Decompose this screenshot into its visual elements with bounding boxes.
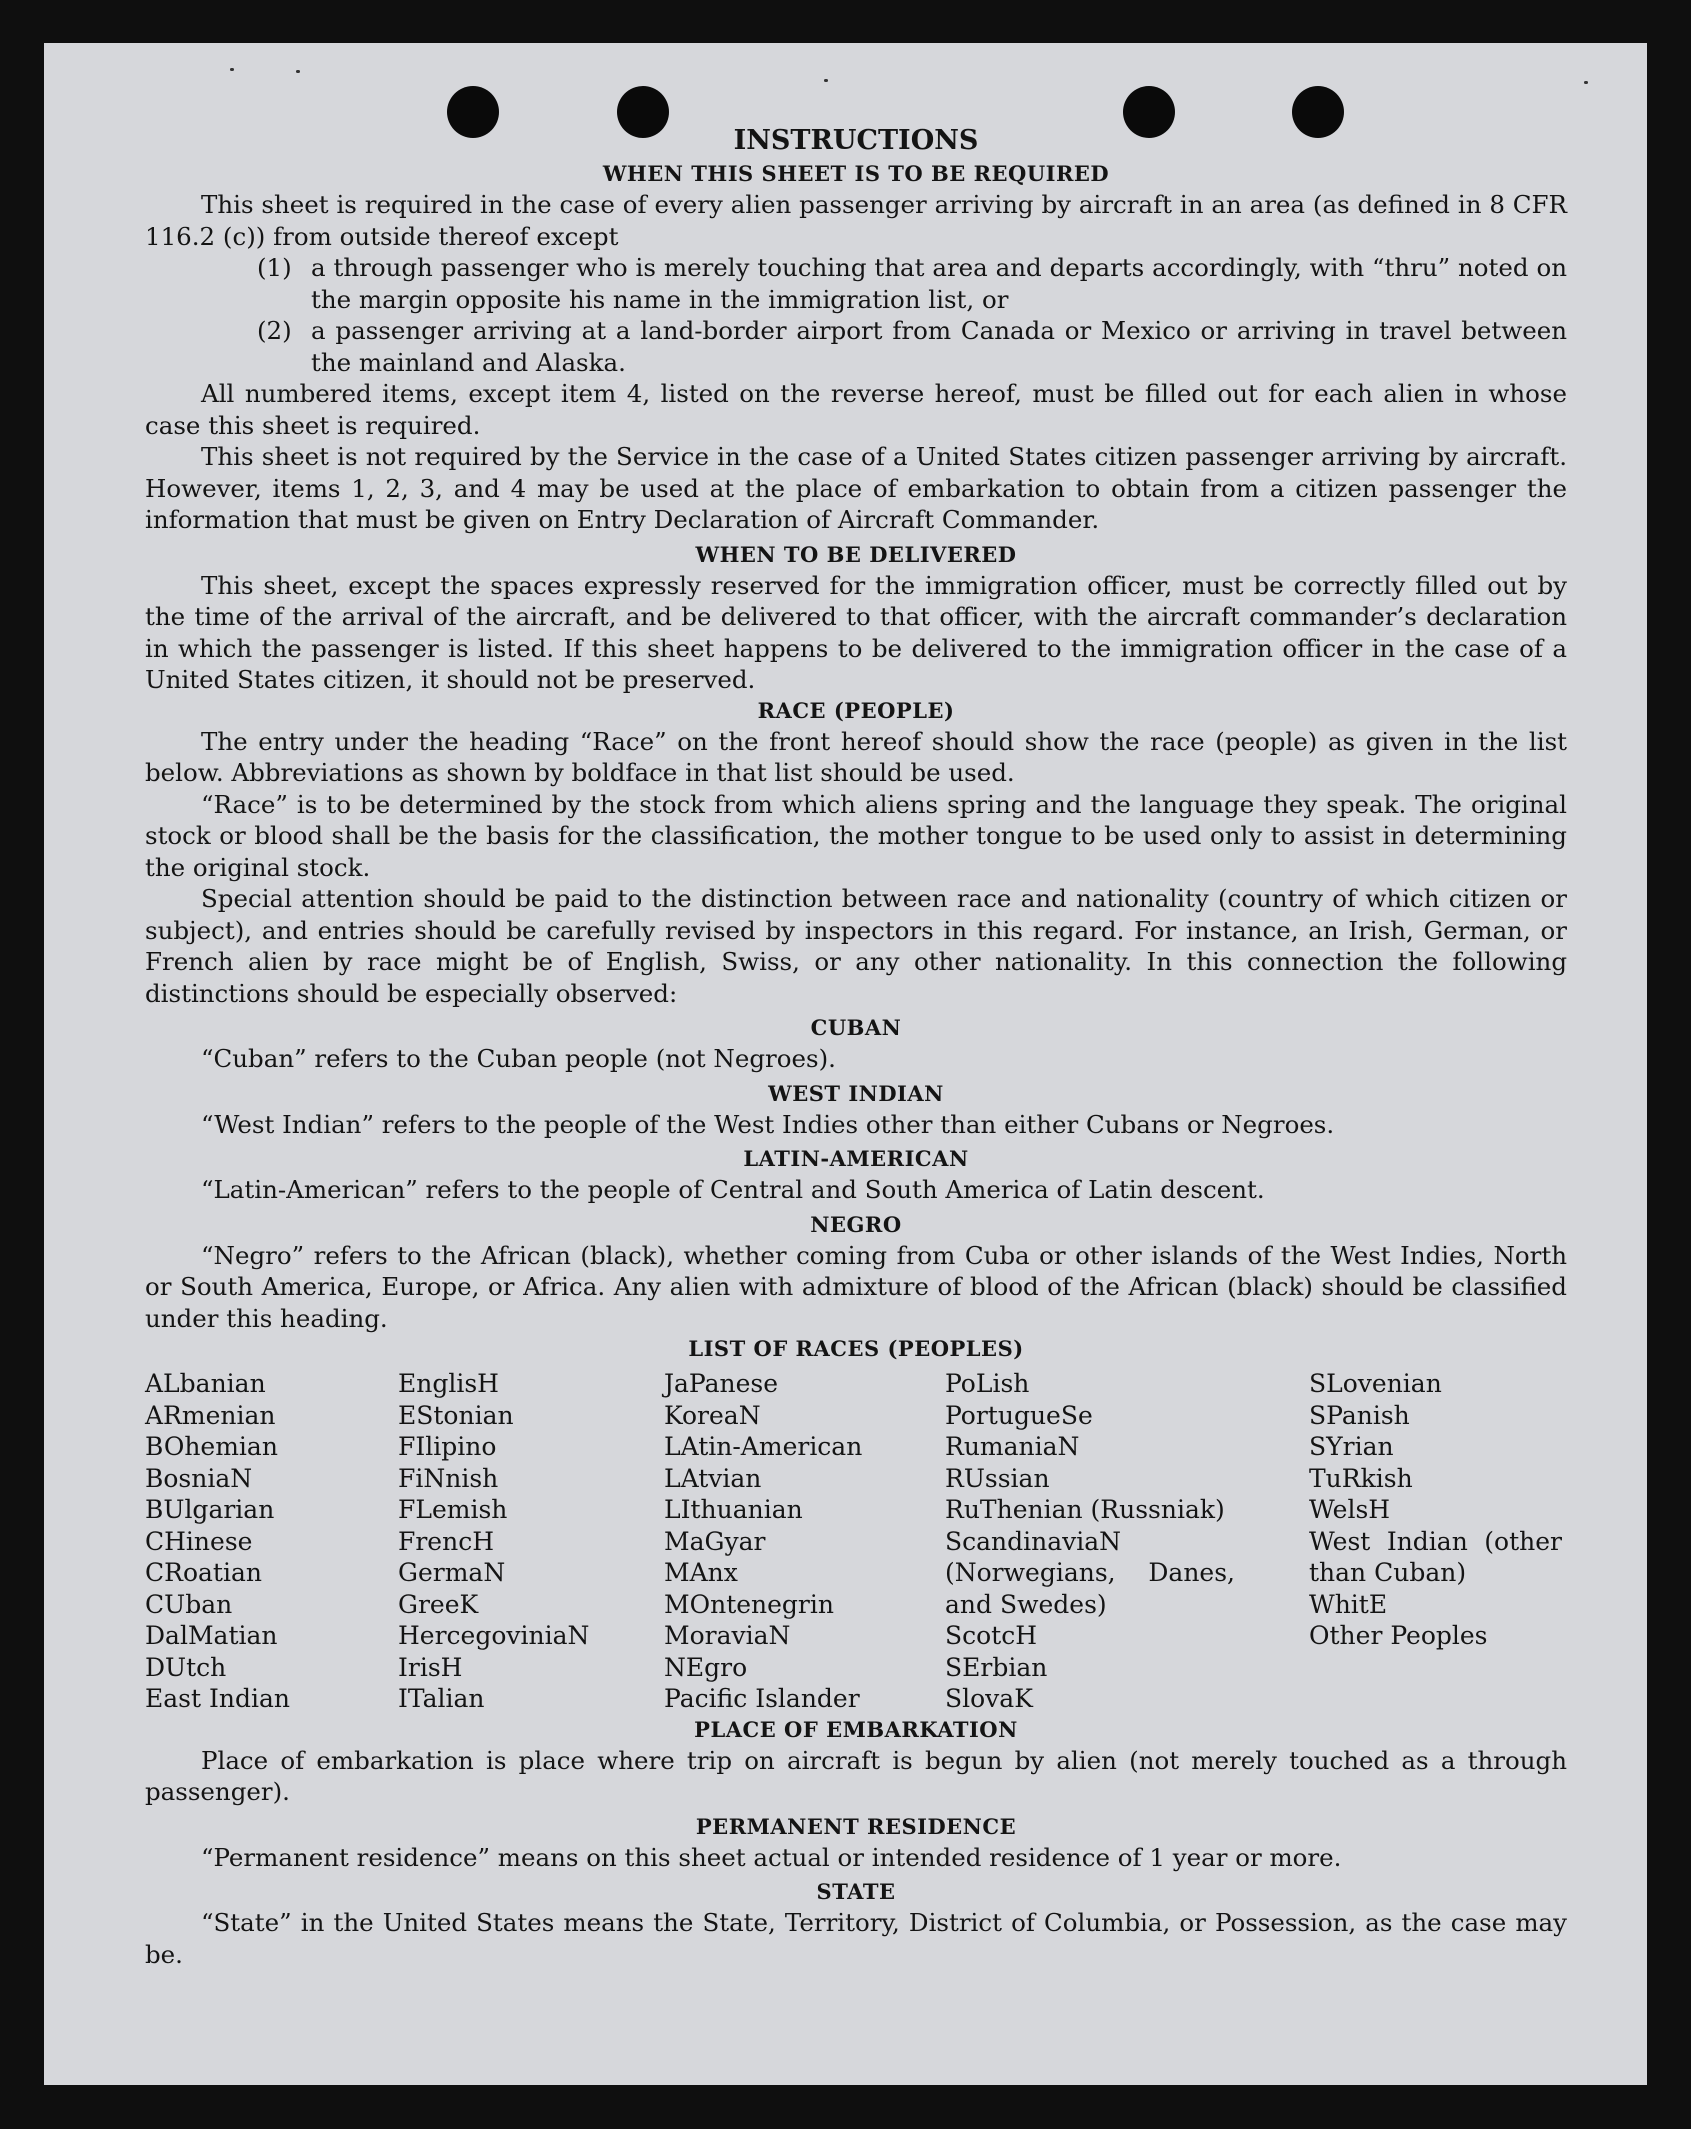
race-entry: FrencH bbox=[398, 1526, 494, 1556]
race-entry: PoLish bbox=[945, 1369, 1030, 1398]
paragraph: This sheet is required in the case of every alien passenger arriving by aircraft in an area (as defined in 8 CFR 116.2 (c)) from outside thereof except bbox=[145, 190, 1567, 251]
race-entry: RumaniaN bbox=[945, 1432, 1080, 1461]
paragraph: “West Indian” refers to the people of the West Indies other than either Cubans or Negroes. bbox=[201, 1109, 1335, 1139]
item-text: a through passenger who is merely touching that area and departs accordingly, with “thru” noted on the margin opposite his name in the immigration list, or bbox=[311, 253, 1567, 314]
item-text: a passenger arriving at a land-border airport from Canada or Mexico or arriving in travel between the mainland and Alaska. bbox=[311, 316, 1567, 377]
race-entry: HercegoviniaN bbox=[398, 1621, 590, 1650]
race-entry: East Indian bbox=[145, 1684, 290, 1713]
race-entry: SLovenian bbox=[1309, 1369, 1442, 1398]
race-entry: EnglisH bbox=[398, 1369, 499, 1398]
race-entry: DUtch bbox=[145, 1652, 227, 1682]
paragraph: Place of embarkation is place where trip on aircraft is begun by alien (not merely touched as a through passenger). bbox=[145, 1745, 1567, 1806]
races-column bbox=[145, 1368, 398, 1715]
scan-speck bbox=[230, 68, 234, 71]
race-entry: KoreaN bbox=[664, 1400, 761, 1430]
race-entry: CRoatian bbox=[145, 1558, 262, 1587]
race-entry: BosniaN bbox=[145, 1463, 253, 1493]
paragraph: “Negro” refers to the African (black), whether coming from Cuba or other islands of the West Indies, North or South America, Europe, or Africa. Any alien with admixture of blood of the African (black) should be classified under this heading. bbox=[145, 1240, 1567, 1333]
heading-state: STATE bbox=[816, 1879, 896, 1904]
race-entry: SPanish bbox=[1309, 1400, 1410, 1430]
paragraph: “Race” is to be determined by the stock from which aliens spring and the language they speak. The original stock or blood shall be the basis for the classification, the mother tongue to be used only to assist in determining the original stock. bbox=[145, 789, 1567, 882]
race-entry: RUssian bbox=[945, 1463, 1050, 1493]
heading-list-of-races: LIST OF RACES (PEOPLES) bbox=[688, 1336, 1024, 1361]
race-entry: ARmenian bbox=[145, 1400, 276, 1430]
scan-speck bbox=[1584, 81, 1588, 84]
heading-latin-american: LATIN-AMERICAN bbox=[743, 1146, 969, 1171]
race-entry: ITalian bbox=[398, 1684, 485, 1713]
paragraph: This sheet is not required by the Service in the case of a United States citizen passenger arriving by aircraft. However, items 1, 2, 3, and 4 may be used at the place of embarkation to obtain from a citizen passenger the information that must be given on Entry Declaration of Aircraft Commander. bbox=[145, 442, 1567, 534]
race-entry: SErbian bbox=[945, 1652, 1048, 1682]
race-entry: LAtin-American bbox=[664, 1432, 863, 1461]
race-entry: BOhemian bbox=[145, 1432, 278, 1461]
document-page bbox=[44, 43, 1647, 2085]
heading-negro: NEGRO bbox=[810, 1211, 902, 1237]
race-entry: MoraviaN bbox=[664, 1621, 791, 1650]
race-entry: Pacific Islander bbox=[664, 1684, 860, 1713]
race-entry: NEgro bbox=[664, 1652, 748, 1682]
race-entry: FiNnish bbox=[398, 1463, 499, 1493]
paragraph: “State” in the United States means the State, Territory, District of Columbia, or Possession, as the case may be. bbox=[145, 1908, 1567, 1969]
races-column bbox=[945, 1368, 1309, 1715]
instructions-text bbox=[145, 123, 1567, 1970]
race-entry: SlovaK bbox=[945, 1684, 1033, 1713]
race-entry: Other Peoples bbox=[1309, 1621, 1488, 1650]
paragraph: This sheet, except the spaces expressly reserved for the immigration officer, must be correctly filled out by the time of the arrival of the aircraft, and be delivered to that officer, with the aircraft commander’s declaration in which the passenger is listed. If this sheet happens to be delivered to the immigration officer in the case of a United States citizen, it should not be preserved. bbox=[145, 570, 1567, 694]
scan-speck bbox=[824, 79, 828, 82]
race-entry: BUlgarian bbox=[145, 1495, 275, 1524]
race-entry: FIlipino bbox=[398, 1432, 497, 1461]
race-entry: PortugueSe bbox=[945, 1400, 1093, 1430]
paragraph: All numbered items, except item 4, listed on the reverse hereof, must be filled out for each alien in whose case this sheet is required. bbox=[145, 379, 1567, 440]
exception-item bbox=[145, 252, 1567, 315]
race-entry: DalMatian bbox=[145, 1621, 278, 1650]
heading-cuban: CUBAN bbox=[810, 1015, 902, 1040]
race-entry: WelsH bbox=[1309, 1495, 1391, 1524]
race-entry: MOntenegrin bbox=[664, 1589, 834, 1619]
races-column bbox=[1309, 1368, 1567, 1715]
race-entry: CUban bbox=[145, 1589, 233, 1619]
heading-race: RACE (PEOPLE) bbox=[757, 697, 955, 723]
item-number: (2) bbox=[257, 316, 292, 345]
race-entry: LAtvian bbox=[664, 1463, 762, 1493]
race-entry: ScandinaviaN (Norwegians, Danes, and Swedes) bbox=[945, 1526, 1235, 1619]
race-entry: GermaN bbox=[398, 1558, 506, 1587]
heading-when-delivered: WHEN TO BE DELIVERED bbox=[695, 541, 1017, 567]
races-list bbox=[145, 1368, 1567, 1715]
race-entry: ScotcH bbox=[945, 1621, 1038, 1650]
exception-item bbox=[145, 315, 1567, 378]
heading-west-indian: WEST INDIAN bbox=[768, 1080, 944, 1106]
races-column bbox=[664, 1368, 945, 1715]
heading-embarkation: PLACE OF EMBARKATION bbox=[694, 1716, 1018, 1742]
race-entry: MaGyar bbox=[664, 1526, 766, 1556]
race-entry: MAnx bbox=[664, 1558, 738, 1587]
race-entry: EStonian bbox=[398, 1400, 514, 1430]
race-entry: GreeK bbox=[398, 1589, 479, 1619]
race-entry: IrisH bbox=[398, 1652, 463, 1682]
race-entry: LIthuanian bbox=[664, 1495, 803, 1524]
paragraph: The entry under the heading “Race” on the front hereof should show the race (people) as given in the list below. Abbreviations as shown by boldface in that list should be used. bbox=[145, 726, 1567, 787]
paragraph: “Permanent residence” means on this sheet actual or intended residence of 1 year or more. bbox=[201, 1842, 1342, 1872]
paragraph: “Latin-American” refers to the people of Central and South America of Latin descent. bbox=[201, 1175, 1265, 1204]
races-column bbox=[398, 1368, 664, 1715]
race-entry: JaPanese bbox=[664, 1369, 779, 1398]
race-entry: WhitE bbox=[1309, 1589, 1388, 1619]
race-entry: ALbanian bbox=[145, 1369, 266, 1398]
race-entry: FLemish bbox=[398, 1495, 508, 1524]
paragraph: “Cuban” refers to the Cuban people (not Negroes). bbox=[201, 1044, 836, 1073]
race-entry: RuThenian (Russniak) bbox=[945, 1495, 1225, 1524]
paragraph: Special attention should be paid to the distinction between race and nationality (country of which citizen or subject), and entries should be carefully revised by inspectors in this regard. For instance, an Irish, German, or French alien by race might be of English, Swiss, or any other nationality. In this connection the following distinctions should be especially observed: bbox=[145, 884, 1567, 1008]
heading-when-required: WHEN THIS SHEET IS TO BE REQUIRED bbox=[602, 161, 1110, 186]
scan-speck bbox=[296, 70, 300, 73]
heading-permanent-residence: PERMANENT RESIDENCE bbox=[695, 1813, 1017, 1839]
race-entry: SYrian bbox=[1309, 1432, 1394, 1461]
page-title: INSTRUCTIONS bbox=[733, 125, 979, 156]
race-entry: West Indian (other than Cuban) bbox=[1309, 1526, 1562, 1587]
item-number: (1) bbox=[257, 253, 292, 282]
race-entry: CHinese bbox=[145, 1526, 253, 1556]
race-entry: TuRkish bbox=[1309, 1463, 1413, 1493]
